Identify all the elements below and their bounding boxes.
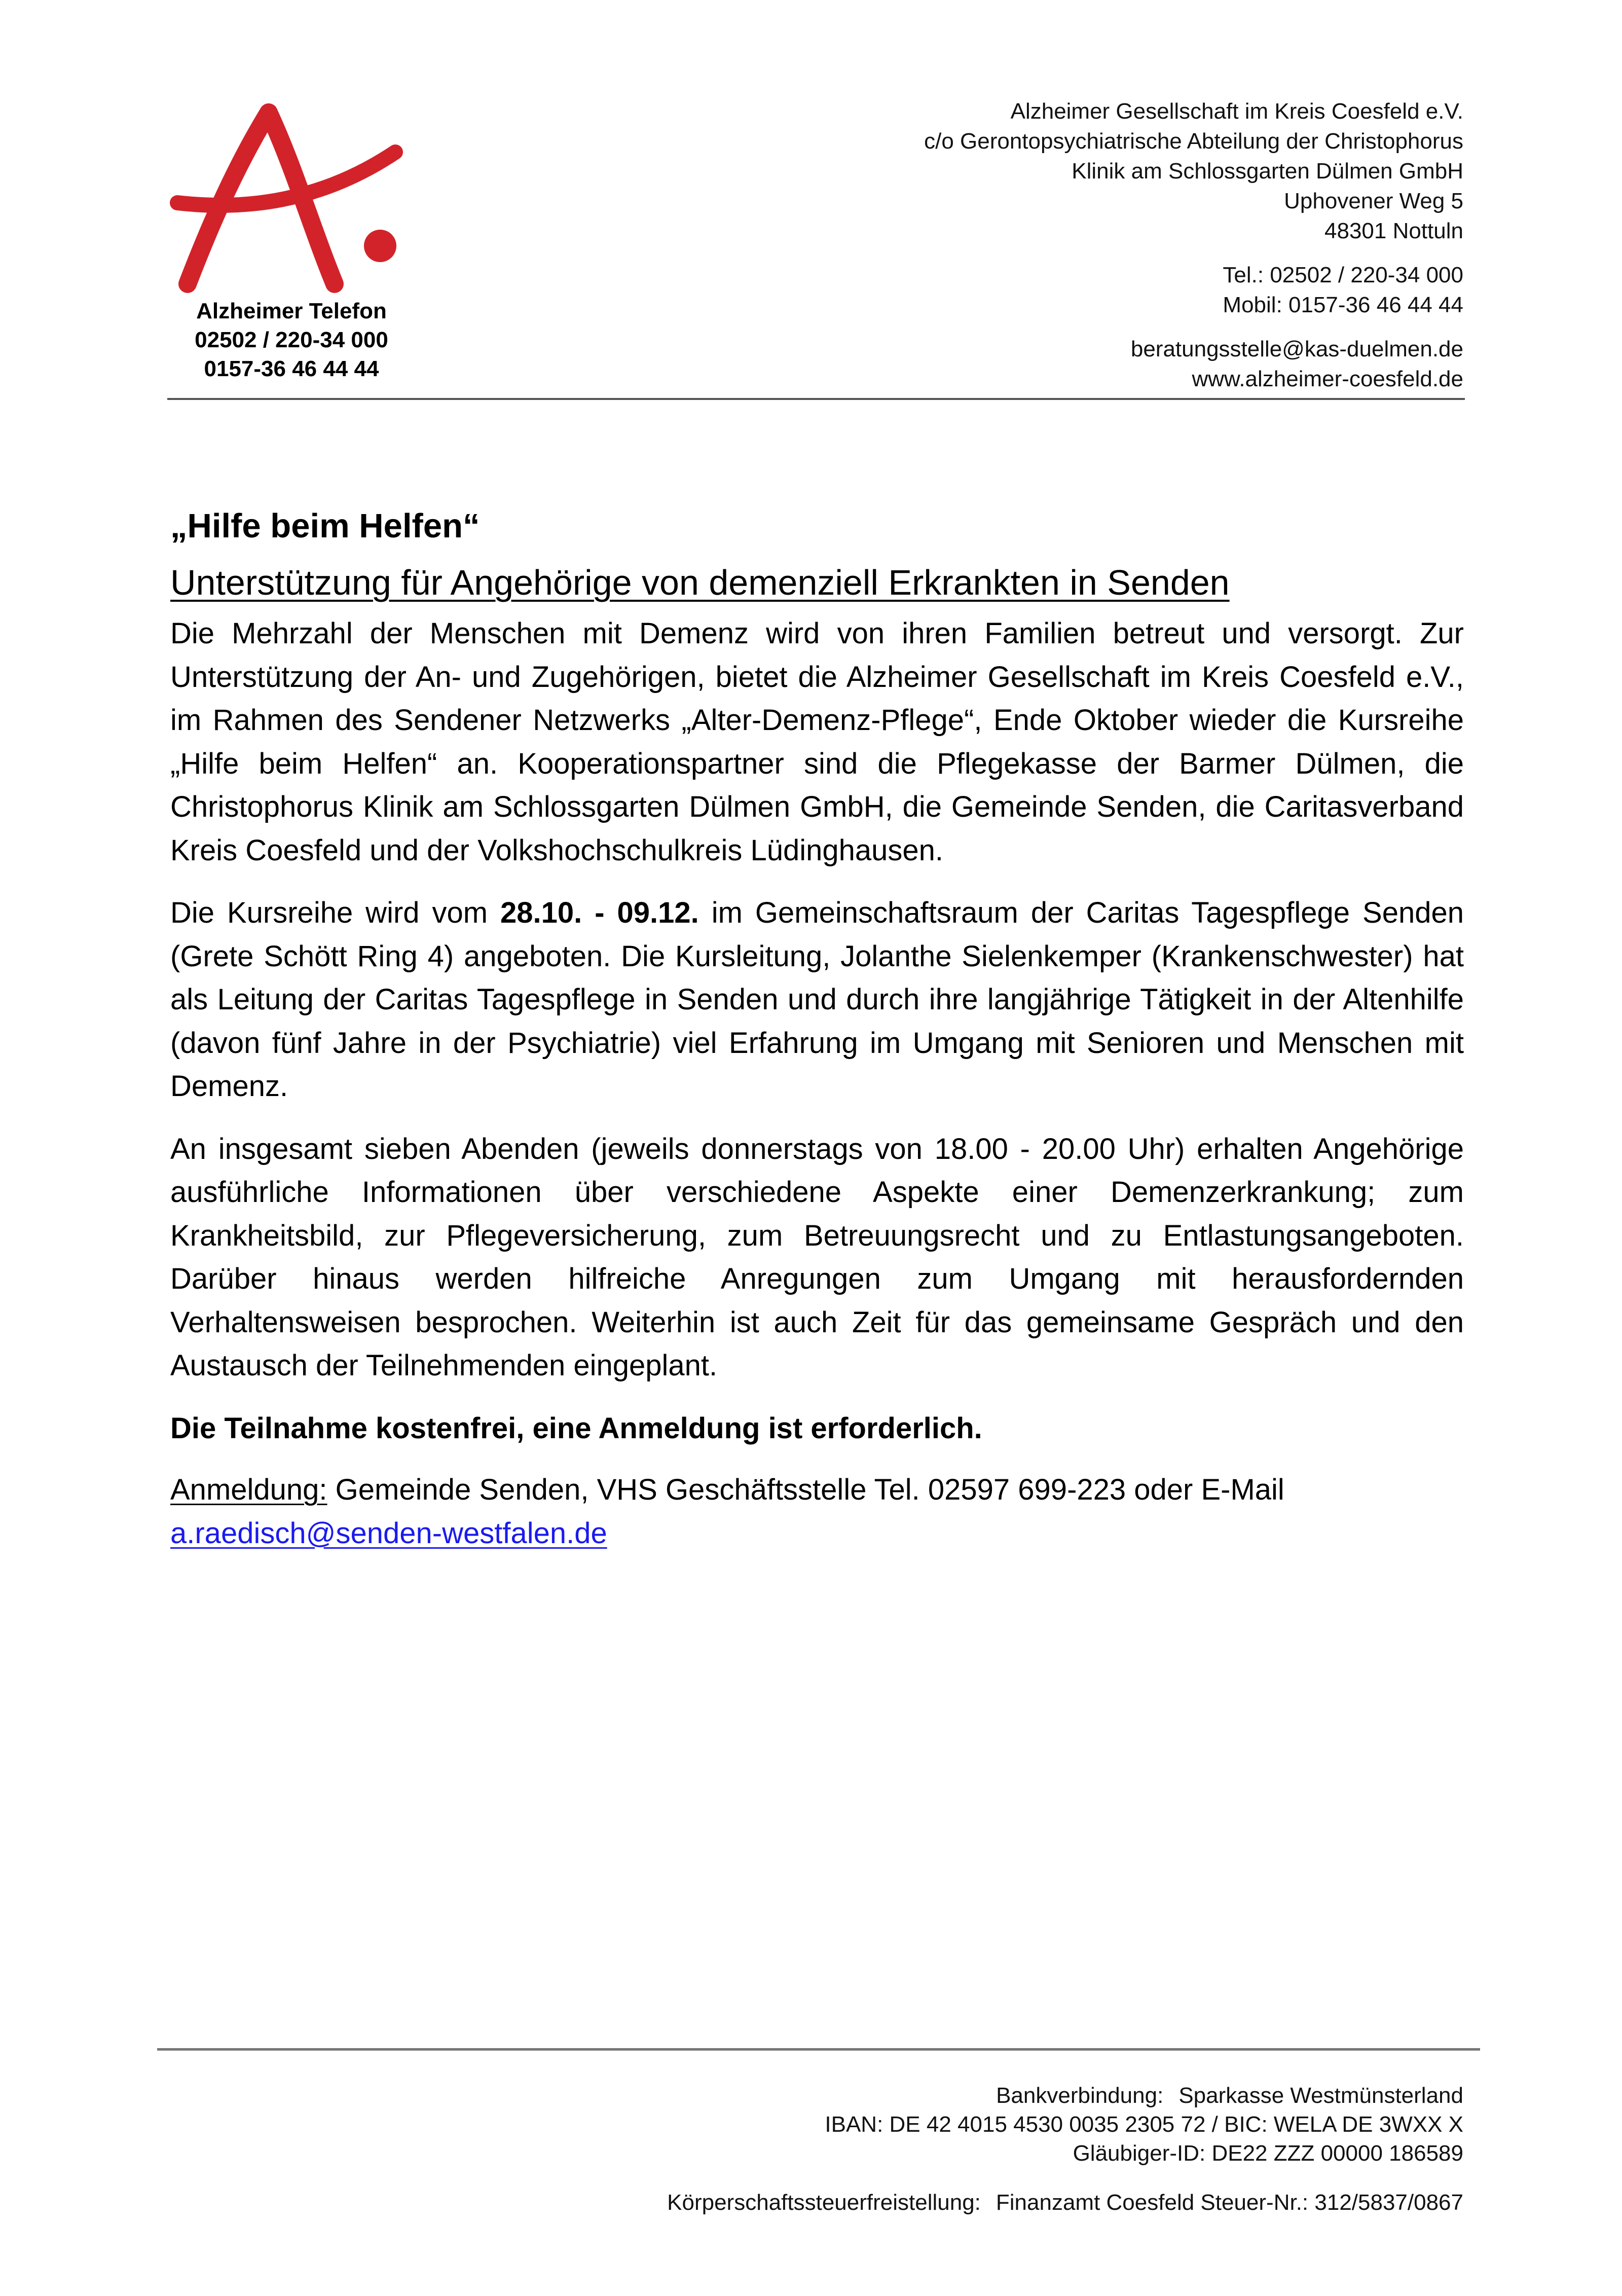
address-line3: Klinik am Schlossgarten Dülmen GmbH <box>1072 159 1463 184</box>
hotline-mobile: 0157-36 46 44 44 <box>204 356 379 381</box>
registration-email-link[interactable]: a.raedisch@senden-westfalen.de <box>170 1516 607 1550</box>
article-subheadline: Unterstützung für Angehörige von demenziell Erkrankten in Senden <box>170 563 1230 602</box>
article <box>170 502 1464 1555</box>
footer-bank <box>348 2081 1463 2110</box>
article-headline: „Hilfe beim Helfen“ <box>170 507 480 545</box>
address-web: www.alzheimer-coesfeld.de <box>1192 367 1463 391</box>
address-email: beratungsstelle@kas-duelmen.de <box>1130 337 1463 361</box>
address-line2: c/o Gerontopsychiatrische Abteilung der Christophorus <box>924 129 1463 154</box>
alzheimer-telefon-block <box>147 297 436 383</box>
course-text-after: im Gemeinschaftsraum der Caritas Tagespflege Senden (Grete Schött Ring 4) angeboten. Die Kursleitung, Jolanthe Sielenkemper (Krankenschwester) hat als Leitung der Caritas Tagespflege in Senden und durch ihre langjährige Tätigkeit in der Altenhilfe (davon fünf Jahre in der Psychiatrie) viel Erfahrung im Umgang mit Senioren und Menschen mit Demenz. <box>170 896 1464 1103</box>
address-tel: Tel.: 02502 / 220-34 000 <box>1223 263 1463 287</box>
footer-glaeubiger-id: Gläubiger-ID: DE22 ZZZ 00000 186589 <box>1073 2141 1463 2166</box>
paragraph-course <box>170 891 1464 1108</box>
footer-divider <box>157 2048 1480 2051</box>
registration-text: Gemeinde Senden, VHS Geschäftsstelle Tel. 02597 699-223 oder E-Mail <box>327 1473 1284 1506</box>
alzheimer-a-logo-icon <box>167 101 411 299</box>
tax-label: Körperschaftssteuerfreistellung: <box>667 2190 981 2215</box>
registration <box>170 1468 1464 1555</box>
hotline-title: Alzheimer Telefon <box>196 299 387 323</box>
course-text-before: Die Kursreihe wird vom <box>170 896 501 929</box>
paragraph-intro: Die Mehrzahl der Menschen mit Demenz wird von ihren Familien betreut und versorgt. Zur Unterstützung der An- und Zugehörigen, bietet die Alzheimer Gesellschaft im Kreis Coesfeld e.V., im Rahmen des Sendener Netzwerks „Alter-Demenz-Pflege“, Ende Oktober wieder die Kursreihe „Hilfe beim Helfen“ an. Kooperationspartner sind die Pflegekasse der Barmer Dülmen, die Christophorus Klinik am Schlossgarten Dülmen GmbH, die Gemeinde Senden, die Caritasverband Kreis Coesfeld und der Volkshochschulkreis Lüdinghausen. <box>170 617 1464 867</box>
course-dates: 28.10. - 09.12. <box>500 896 699 929</box>
hotline-phone: 02502 / 220-34 000 <box>195 327 388 352</box>
tax-text: Finanzamt Coesfeld Steuer-Nr.: 312/5837/0867 <box>996 2190 1463 2215</box>
address-mobil: Mobil: 0157-36 46 44 44 <box>1223 293 1463 317</box>
address-street: Uphovener Weg 5 <box>1284 189 1463 213</box>
header-divider <box>167 398 1465 400</box>
sender-address <box>703 96 1463 394</box>
registration-label: Anmeldung: <box>170 1473 327 1506</box>
footer <box>348 2081 1463 2217</box>
bank-label: Bankverbindung: <box>996 2083 1164 2108</box>
participation-note: Die Teilnahme kostenfrei, eine Anmeldung ist erforderlich. <box>170 1411 982 1445</box>
address-city: 48301 Nottuln <box>1324 218 1463 243</box>
paragraph-evenings: An insgesamt sieben Abenden (jeweils donnerstags von 18.00 - 20.00 Uhr) erhalten Angehörige ausführliche Informationen über verschiedene Aspekte einer Demenzerkrankung; zum Krankheitsbild, zur Pflegeversicherung, zum Betreuungsrecht und zu Entlastungsangeboten. Darüber hinaus werden hilfreiche Anregungen zum Umgang mit herausfordernden Verhaltensweisen besprochen. Weiterhin ist auch Zeit für das gemeinsame Gespräch und den Austausch der Teilnehmenden eingeplant. <box>170 1132 1464 1382</box>
bank-name: Sparkasse Westmünsterland <box>1178 2083 1463 2108</box>
footer-tax <box>348 2188 1463 2217</box>
address-org: Alzheimer Gesellschaft im Kreis Coesfeld e.V. <box>1010 99 1463 124</box>
footer-iban: IBAN: DE 42 4015 4530 0035 2305 72 / BIC: WELA DE 3WXX X <box>825 2112 1463 2137</box>
